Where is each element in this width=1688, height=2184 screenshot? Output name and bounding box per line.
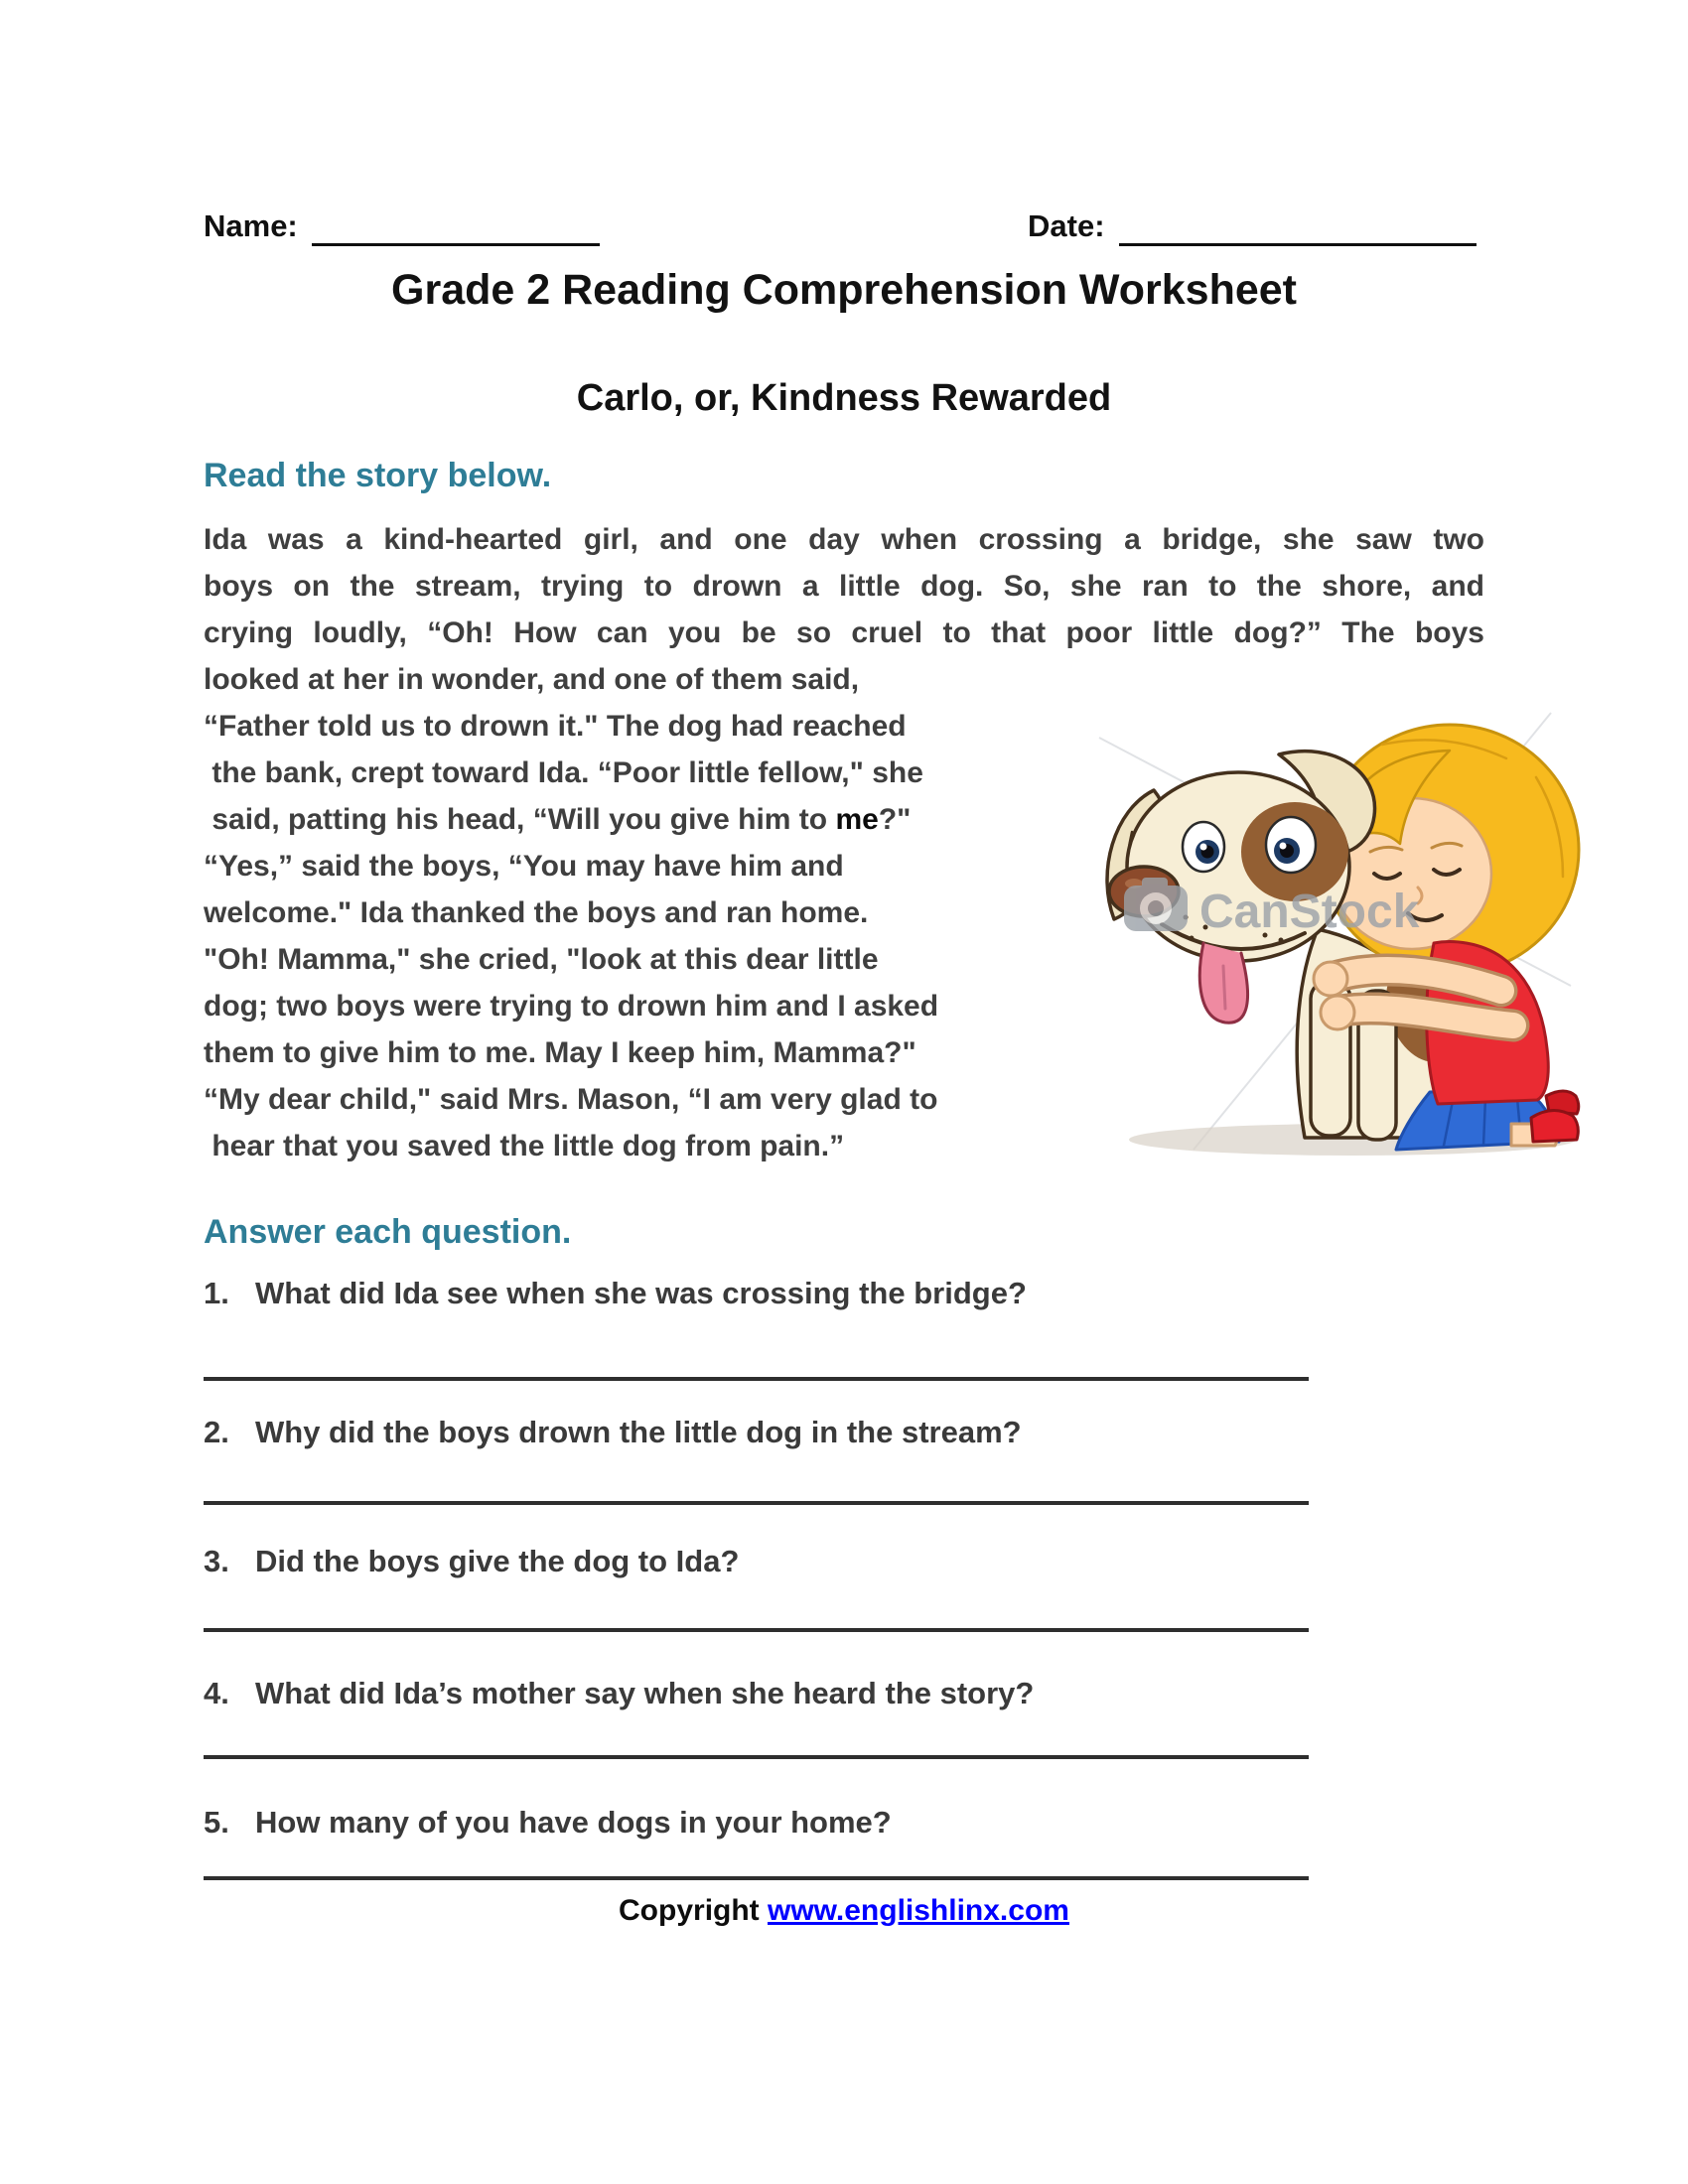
story-line: the bank, crept toward Ida. “Poor little fellow," she bbox=[204, 756, 923, 789]
page-title: Grade 2 Reading Comprehension Worksheet bbox=[391, 266, 1297, 314]
question-number: 1. bbox=[204, 1276, 229, 1310]
question-number: 2. bbox=[204, 1415, 229, 1449]
copyright-link[interactable]: www.englishlinx.com bbox=[768, 1894, 1069, 1927]
story-line-emphasis: me bbox=[835, 803, 879, 836]
story-line: welcome." Ida thanked the boys and ran home. bbox=[204, 896, 869, 929]
answer-line bbox=[204, 1755, 1309, 1759]
answer-instruction-heading: Answer each question. bbox=[204, 1213, 572, 1251]
girl-shoe bbox=[1531, 1110, 1578, 1142]
answer-line bbox=[204, 1501, 1309, 1505]
name-row bbox=[204, 206, 600, 246]
question-number: 5. bbox=[204, 1805, 229, 1840]
girl-hand bbox=[1321, 996, 1354, 1029]
date-row bbox=[1028, 206, 1477, 246]
story-line: “Yes,” said the boys, “You may have him and bbox=[204, 850, 844, 883]
story-line: “My dear child," said Mrs. Mason, “I am very glad to bbox=[204, 1083, 938, 1116]
story-line: Ida was a kind-hearted girl, and one day when crossing a bridge, she saw two bbox=[204, 523, 1484, 556]
story-title: Carlo, or, Kindness Rewarded bbox=[576, 377, 1112, 419]
story-line: boys on the stream, trying to drown a little dog. So, she ran to the shore, and bbox=[204, 570, 1484, 603]
story-illustration bbox=[1084, 683, 1581, 1160]
story-line: “Father told us to drown it." The dog had reached bbox=[204, 710, 907, 743]
question-text: Why did the boys drown the little dog in the stream? bbox=[255, 1415, 1022, 1449]
date-blank-line bbox=[1119, 207, 1477, 246]
question-number: 3. bbox=[204, 1544, 229, 1578]
question-text: Did the boys give the dog to Ida? bbox=[255, 1544, 740, 1578]
story-line-fragment: ?" bbox=[878, 803, 912, 836]
story-line: crying loudly, “Oh! How can you be so cruel to that poor little dog?” The boys bbox=[204, 616, 1484, 649]
girl-hand bbox=[1314, 962, 1347, 996]
question-text: What did Ida see when she was crossing the bridge? bbox=[255, 1276, 1027, 1310]
name-label: Name: bbox=[204, 208, 298, 243]
name-blank-line bbox=[312, 207, 600, 246]
question-text: What did Ida’s mother say when she heard the story? bbox=[255, 1676, 1035, 1710]
story-line: looked at her in wonder, and one of them said, bbox=[204, 663, 860, 696]
answer-line bbox=[204, 1377, 1309, 1381]
read-instruction-heading: Read the story below. bbox=[204, 457, 552, 494]
story-line: "Oh! Mamma," she cried, "look at this dear little bbox=[204, 943, 879, 976]
story-line: them to give him to me. May I keep him, Mamma?" bbox=[204, 1036, 916, 1069]
question-number: 4. bbox=[204, 1676, 229, 1710]
stock-watermark bbox=[1124, 878, 1420, 938]
watermark-text: CanStock bbox=[1199, 886, 1420, 938]
story-line-fragment: said, patting his head, “Will you give him to bbox=[204, 803, 836, 836]
date-label: Date: bbox=[1028, 208, 1105, 243]
answer-line bbox=[204, 1628, 1309, 1632]
footer bbox=[0, 1894, 1688, 1928]
story-line: dog; two boys were trying to drown him and I asked bbox=[204, 990, 939, 1023]
question-text: How many of you have dogs in your home? bbox=[255, 1805, 892, 1840]
answer-line bbox=[204, 1876, 1309, 1880]
story-line: hear that you saved the little dog from pain.” bbox=[204, 1130, 845, 1162]
copyright-label: Copyright bbox=[619, 1894, 769, 1927]
